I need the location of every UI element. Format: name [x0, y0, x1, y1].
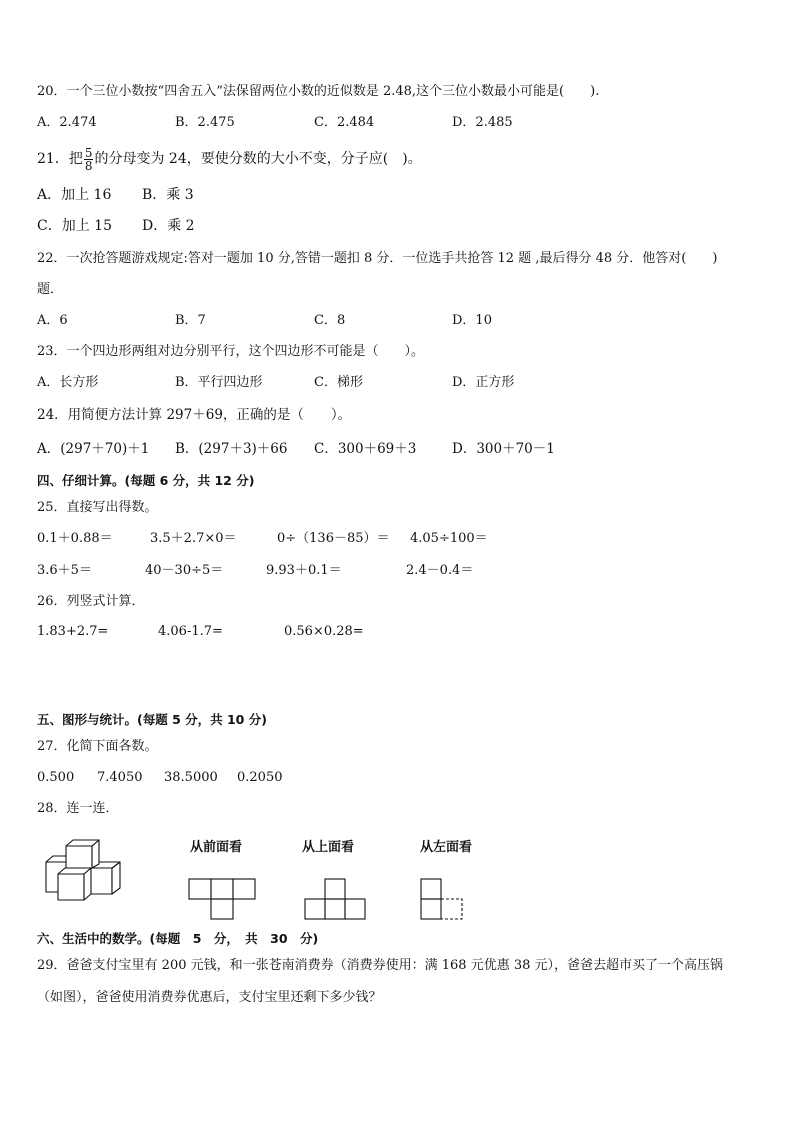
q21-option-a: A．加上 16	[37, 187, 112, 203]
q24-option-c: C．300＋69＋3	[314, 441, 417, 457]
q20-option-c: C．2.484	[314, 115, 375, 130]
view-label-front: 从前面看	[190, 840, 243, 855]
q24-option-b: B．(297＋3)＋66	[175, 441, 288, 457]
q25-item-7: 9.93＋0.1＝	[266, 563, 342, 578]
q27-stem: 27．化简下面各数。	[37, 739, 158, 754]
q27-item-1: 0.500	[37, 770, 75, 785]
q23-option-d: D．正方形	[452, 375, 515, 390]
q27-item-2: 7.4050	[97, 770, 143, 785]
view-label-left: 从左面看	[420, 840, 473, 855]
q25-item-2: 3.5＋2.7×0＝	[150, 531, 237, 546]
q25-item-1: 0.1＋0.88＝	[37, 531, 113, 546]
q26-item-2: 4.06-1.7=	[158, 624, 223, 639]
q23-stem: 23．一个四边形两组对边分别平行，这个四边形不可能是（ ）。	[37, 344, 425, 359]
q22-option-a: A．6	[37, 313, 68, 328]
q26-stem: 26．列竖式计算．	[37, 594, 145, 609]
q27-item-3: 38.5000	[164, 770, 218, 785]
q22-option-d: D．10	[452, 313, 492, 328]
q23-option-b: B．平行四边形	[175, 375, 263, 390]
q28-stem: 28．连一连．	[37, 801, 119, 816]
q21-option-c: C．加上 15	[37, 218, 112, 234]
q21-prefix: 21．把	[37, 151, 83, 167]
q26-item-3: 0.56×0.28=	[284, 624, 364, 639]
q21-stem	[37, 143, 422, 175]
q21-frac-num: 5	[84, 145, 93, 160]
q26-item-1: 1.83+2.7=	[37, 624, 109, 639]
q20-option-a: A．2.474	[37, 115, 97, 130]
top-view-figure	[304, 876, 374, 921]
q21-option-b: B．乘 3	[142, 187, 194, 203]
q24-option-a: A．(297＋70)＋1	[37, 441, 150, 457]
q23-option-a: A．长方形	[37, 375, 99, 390]
view-label-top: 从上面看	[302, 840, 355, 855]
q25-item-4: 4.05÷100＝	[410, 531, 488, 546]
q29-line1: 29．爸爸支付宝里有 200 元钱，和一张苍南消费券（消费券使用：满 168 元优惠 38 元），爸爸去超市买了一个高压锅	[37, 958, 724, 973]
q20-stem: 20．一个三位小数按“四舍五入”法保留两位小数的近似数是 2.48,这个三位小数最小可能是( ).	[37, 84, 600, 99]
q21-suffix: 的分母变为 24，要使分数的大小不变，分子应( )。	[94, 151, 422, 167]
q25-item-3: 0÷（136－85）＝	[277, 531, 390, 546]
q25-item-6: 40－30÷5＝	[145, 563, 224, 578]
q21-frac-den: 8	[84, 158, 93, 173]
q21-option-d: D．乘 2	[142, 218, 195, 234]
section-5-title: 五、图形与统计。(每题 5 分，共 10 分)	[37, 712, 267, 727]
q24-option-d: D．300＋70－1	[452, 441, 555, 457]
q20-option-b: B．2.475	[175, 115, 235, 130]
q25-item-5: 3.6＋5＝	[37, 563, 92, 578]
q25-item-8: 2.4－0.4＝	[406, 563, 474, 578]
q23-option-c: C．梯形	[314, 375, 363, 390]
front-view-figure	[188, 876, 258, 921]
section-6-title: 六、生活中的数学。(每题 5 分， 共 30 分)	[37, 931, 319, 946]
q22-option-b: B．7	[175, 313, 206, 328]
q25-stem: 25．直接写出得数。	[37, 500, 158, 515]
q22-stem-line1: 22．一次抢答题游戏规定:答对一题加 10 分,答错一题扣 8 分．一位选手共抢答 12 题 ,最后得分 48 分．他答对( )	[37, 251, 718, 266]
q20-option-d: D．2.485	[452, 115, 513, 130]
section-4-title: 四、仔细计算。(每题 6 分，共 12 分)	[37, 473, 255, 488]
left-view-figure	[420, 876, 470, 921]
q27-item-4: 0.2050	[237, 770, 283, 785]
q24-stem: 24．用简便方法计算 297＋69，正确的是（ ）。	[37, 407, 352, 423]
q22-stem-line2: 题．	[37, 282, 64, 297]
q22-option-c: C．8	[314, 313, 346, 328]
q21-fraction	[84, 147, 94, 172]
q29-line2: （如图），爸爸使用消费券优惠后，支付宝里还剩下多少钱？	[37, 990, 382, 1005]
cube-structure-figure	[44, 834, 144, 900]
